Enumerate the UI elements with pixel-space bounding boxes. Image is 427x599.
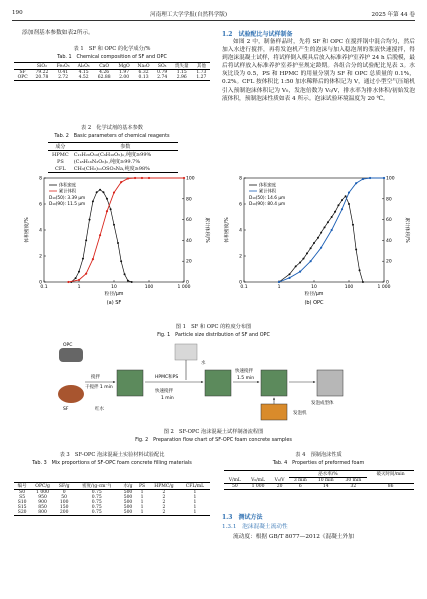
data-point-cumulative — [310, 260, 312, 262]
table-cell: 0.75 — [91, 495, 102, 500]
data-point-cumulative — [369, 177, 371, 179]
table-header-cell: 其他 — [196, 64, 206, 69]
foam-generator-image — [261, 404, 287, 420]
data-point-cumulative — [341, 208, 343, 210]
x-tick-label: 0.1 — [240, 285, 248, 290]
data-point-density — [359, 269, 361, 271]
table-header-cell: 10 min — [317, 478, 334, 483]
table-row — [14, 510, 210, 516]
table-cell: 1 — [140, 505, 144, 510]
table-cell: 2 — [162, 505, 166, 510]
data-point-density — [106, 198, 108, 200]
mixer-1-image — [117, 370, 143, 396]
data-point-cumulative — [299, 271, 301, 273]
table-cell: 20 — [276, 484, 283, 489]
table-cell: 1 — [193, 500, 197, 505]
y-tick-label-right: 20 — [386, 259, 392, 265]
table-header-cell: 3 min — [293, 478, 307, 483]
section-1-3-text: 流动度：根据 GB/T 8077—2012《混凝土外加 — [233, 534, 354, 540]
annotation-d90: D₁₀(90): 80.4 μm — [249, 202, 286, 207]
data-point-density — [75, 277, 77, 279]
table-header-cell: SF/g — [58, 483, 70, 489]
flow-label: 1 min — [161, 396, 174, 401]
data-point-density — [89, 219, 91, 221]
intro-text: 添加剂基本参数如表2所示。 — [22, 30, 94, 36]
data-point-cumulative — [148, 177, 150, 179]
water-jar-image — [175, 344, 197, 360]
table-cell: 1.97 — [119, 70, 130, 75]
data-point-cumulative — [134, 177, 136, 179]
y-axis-label-right: 累计体积/% — [204, 217, 209, 243]
table-row — [224, 484, 414, 490]
table-cell: 1 — [193, 495, 197, 500]
data-point-density — [117, 242, 119, 244]
y-tick-label-right: 100 — [186, 176, 195, 182]
table-cell: S10 — [17, 500, 27, 505]
table-cell: 500 — [123, 495, 133, 500]
table-header-cell: OPC/g — [35, 483, 50, 489]
mixer-3-image — [261, 370, 287, 396]
y-tick-label-right: 40 — [386, 238, 392, 244]
data-point-cumulative — [348, 191, 350, 193]
table-cell: CFL — [55, 165, 66, 172]
legend-label-cumulative: 累计体积 — [259, 189, 277, 195]
table-cell: 0.79 — [157, 70, 168, 75]
data-point-density — [85, 239, 87, 241]
table-header-cell: Na₂O — [137, 63, 150, 69]
table-cell: 2.74 — [157, 75, 168, 80]
data-point-cumulative — [92, 258, 94, 260]
y-tick-label-left: 4 — [239, 228, 242, 234]
data-point-density — [345, 195, 347, 197]
y-tick-label-left: 0 — [239, 280, 242, 286]
y-tick-label-right: 60 — [186, 218, 192, 224]
page-number: 190 — [12, 10, 23, 16]
flow-label: 快速搅拌 — [155, 389, 173, 394]
table-cell: 1 000 — [251, 484, 265, 489]
table-cell: 0.75 — [91, 510, 102, 515]
table-header-cell: 密度/(g·cm⁻³) — [82, 484, 112, 489]
table-header-cell: CFL/mL — [185, 483, 205, 489]
y-axis-label-left: 体积密度/% — [25, 217, 30, 243]
table-cell: 2 — [162, 490, 166, 495]
table-row — [48, 151, 178, 159]
table-cell: 79.22 — [35, 70, 49, 75]
table-cell: 800 — [38, 510, 47, 515]
y-axis-label-left: 体积密度/% — [225, 217, 230, 243]
table-cell: 850 — [38, 505, 47, 510]
data-point-cumulative — [183, 177, 185, 179]
y-tick-label-right: 80 — [186, 197, 192, 203]
flow-label: SF — [63, 407, 69, 412]
table-cell: 1.27 — [196, 75, 207, 80]
x-axis-label: 粒径/μm — [304, 292, 324, 297]
data-point-density — [124, 273, 126, 275]
data-point-density — [324, 226, 326, 228]
journal-title: 河南理工大学学报(自然科学版) — [150, 12, 228, 18]
table3-title-cn: 表 3 SF-OPC 泡沫混凝土实验材料试验配比 — [59, 452, 165, 458]
header-rule — [12, 20, 415, 21]
table-cell: 100 — [59, 500, 69, 505]
legend-label-density: 体积密度 — [59, 183, 77, 189]
table-header-cell: 破灭时间/min — [376, 472, 405, 478]
table-cell: 2 — [162, 495, 166, 500]
table2-header-row — [48, 143, 178, 151]
chart-subcaption: (b) OPC — [304, 300, 324, 306]
table4-title-cn: 表 4 预制泡沫性质 — [295, 452, 342, 458]
data-point-density — [306, 252, 308, 254]
table2-title-cn: 表 2 化学试剂的基本参数 — [80, 125, 143, 131]
data-point-density — [96, 191, 98, 193]
table-header-cell: V/mL — [228, 477, 241, 483]
table-cell: 2 — [162, 510, 166, 515]
table-cell: 500 — [123, 500, 133, 505]
annotation-d50: D₁₀(50): 3.39 μm — [49, 196, 86, 201]
table-cell: 1 — [193, 505, 197, 510]
table-header-cell: SiO₂ — [36, 63, 47, 69]
table-cell: 4.26 — [99, 70, 110, 75]
flow-label: 水 — [201, 361, 206, 366]
data-point-cumulative — [288, 277, 290, 279]
table-header-cell: MgO — [118, 63, 130, 69]
table-cell: 150 — [59, 505, 69, 510]
table-cell: 50 — [232, 484, 238, 489]
table-header-cell — [224, 471, 289, 478]
x-axis-label: 粒径/μm — [104, 292, 124, 297]
table-cell: 32 — [350, 484, 357, 489]
data-point-density — [355, 249, 357, 251]
x-tick-label: 100 — [344, 285, 354, 290]
data-point-cumulative — [331, 229, 333, 231]
data-point-density — [295, 265, 297, 267]
data-point-density — [348, 203, 350, 205]
table1-header-row — [14, 63, 210, 70]
year-volume: 2025 年第 44 卷 — [371, 12, 415, 18]
table-header-cell: V₀/V — [274, 477, 285, 483]
data-point-cumulative — [362, 178, 364, 180]
y-tick-label-left: 0 — [39, 280, 42, 286]
table-cell: OPC — [17, 75, 28, 80]
x-tick-label: 1 — [277, 285, 281, 290]
legend-label-density: 体积密度 — [259, 183, 277, 189]
table-cell: SF — [19, 70, 26, 75]
data-point-density — [78, 271, 80, 273]
subsection-heading-1-3-1: 1.3.1 泡沫混凝土流动性 — [222, 524, 288, 530]
table-cell: 20.78 — [35, 75, 49, 80]
y-tick-label-left: 2 — [239, 254, 242, 260]
table-header-cell: Al₂O₃ — [77, 63, 90, 69]
table-cell: S5 — [19, 495, 26, 500]
data-point-cumulative — [78, 279, 80, 281]
y-tick-label-right: 20 — [186, 259, 192, 265]
table-cell: 6.32 — [138, 70, 149, 75]
table-header-cell: 泌水率/% — [289, 471, 367, 478]
data-point-density — [310, 247, 312, 249]
data-point-density — [341, 199, 343, 201]
table-header-cell: Fe₂O₃ — [56, 63, 70, 69]
table-cell: 1.15 — [176, 70, 187, 75]
table1 — [14, 62, 210, 81]
data-point-cumulative — [320, 247, 322, 249]
table-header-cell: PS — [139, 483, 146, 489]
flow-label: 快速搅拌 — [235, 369, 253, 374]
opc-pile-image — [59, 348, 83, 362]
table-cell: 0.75 — [91, 490, 102, 495]
section-heading-1-2: 1.2 试验配比与试样制备 — [222, 31, 293, 38]
fig1-caption-cn: 图 1 SF 和 OPC 的粒度分布图 — [175, 324, 252, 330]
table-cell: 0.13 — [138, 75, 149, 80]
data-point-density — [127, 280, 129, 282]
table-cell: 1 — [193, 490, 197, 495]
table-cell: 2.72 — [58, 75, 69, 80]
table-cell: 1 — [140, 500, 144, 505]
table-cell: 0.75 — [91, 500, 102, 505]
data-point-density — [352, 224, 354, 226]
data-point-density — [131, 281, 133, 283]
table-header-cell: CaO — [99, 63, 110, 69]
data-point-cumulative — [99, 234, 101, 236]
data-point-cumulative — [383, 177, 385, 179]
data-point-cumulative — [127, 177, 129, 179]
x-tick-label: 1 000 — [377, 285, 391, 290]
y-tick-label-right: 100 — [386, 176, 395, 182]
flow-label: 干搅拌 1 min — [85, 385, 113, 390]
table-cell: 500 — [123, 505, 133, 510]
data-point-density — [299, 262, 301, 264]
table-header-cell: 烧失量 — [175, 64, 189, 69]
table-cell: 4.52 — [78, 75, 89, 80]
table3-header-row — [14, 483, 210, 490]
table-cell: 86 — [387, 484, 394, 489]
table-cell: 1.73 — [196, 70, 207, 75]
data-point-density — [120, 260, 122, 262]
table1-title-en: Tab. 1 Chemical composition of SF and OPC — [57, 54, 167, 60]
flow-chart — [55, 342, 375, 422]
table-cell: S20 — [17, 510, 27, 515]
flow-label: 发泡机 — [293, 411, 307, 416]
table-header-cell: 编号 — [17, 484, 27, 489]
data-point-cumulative — [278, 281, 280, 283]
chart-sf — [22, 170, 212, 310]
table3-title-en: Tab. 3 Mix proportions of SF-OPC foam concrete filling materials — [32, 460, 192, 466]
data-point-density — [317, 237, 319, 239]
y-tick-label-left: 2 — [39, 254, 42, 260]
fig1-caption-en: Fig. 1 Particle size distribution of SF and OPC — [157, 332, 270, 338]
flow-label: 发泡成型体 — [311, 401, 334, 406]
table-cell: 1 — [140, 490, 144, 495]
data-point-density — [362, 281, 364, 283]
table-header-cell: HPMC/g — [154, 483, 174, 489]
series-line-density — [279, 196, 363, 282]
data-point-density — [313, 242, 315, 244]
table-cell: HPMC — [52, 151, 69, 158]
x-tick-label: 10 — [311, 285, 317, 290]
data-point-cumulative — [67, 281, 69, 283]
annotation-d90: D₁₀(90): 11.5 μm — [49, 202, 86, 207]
x-tick-label: 10 — [111, 285, 117, 290]
table1-title-cn: 表 1 SF 和 OPC 的化学成分/% — [73, 46, 151, 52]
flow-label: HPMC和PS — [155, 375, 179, 380]
data-point-density — [331, 216, 333, 218]
table-header-cell: 30 min — [345, 478, 362, 483]
table-cell: 2 — [162, 500, 166, 505]
data-point-density — [99, 189, 101, 191]
table-cell: PS — [56, 158, 64, 165]
table-cell: 2.96 — [176, 75, 187, 80]
table-cell: (C₁₈H₁₆N₂O₆)ₙ,纯度≥99.7% — [73, 159, 141, 165]
legend-label-cumulative: 累计体积 — [59, 189, 77, 195]
data-point-density — [113, 224, 115, 226]
data-point-cumulative — [120, 181, 122, 183]
mixer-2-image — [205, 370, 231, 396]
y-tick-label-left: 8 — [239, 176, 242, 182]
data-point-density — [327, 221, 329, 223]
table-cell: 900 — [38, 500, 47, 505]
x-tick-label: 1 — [77, 285, 81, 290]
table3 — [14, 482, 210, 516]
table-cell: S15 — [17, 505, 27, 510]
table-header-cell: 参数 — [120, 144, 131, 150]
flow-label: 搅拌 — [91, 375, 100, 380]
table-cell: 500 — [123, 510, 133, 515]
table-header-cell — [14, 63, 31, 70]
data-point-cumulative — [85, 273, 87, 275]
x-tick-label: 100 — [144, 285, 154, 290]
data-point-density — [289, 273, 291, 275]
table-cell: 200 — [59, 510, 69, 515]
y-tick-label-left: 6 — [239, 202, 242, 208]
table-cell: CH₃(CH₂)₁₁OSO₃Na,纯度≥98% — [73, 166, 150, 172]
table-cell: 0.41 — [58, 70, 69, 75]
chart-subcaption: (a) SF — [106, 300, 122, 306]
data-point-cumulative — [113, 191, 115, 193]
y-tick-label-right: 80 — [386, 197, 392, 203]
table-cell: 2.00 — [119, 75, 130, 80]
data-point-density — [302, 258, 304, 260]
table4-title-en: Tab. 4 Properties of preformed foam — [272, 460, 365, 466]
table2-title-en: Tab. 2 Basic parameters of chemical reagents — [54, 133, 170, 139]
data-point-cumulative — [141, 177, 143, 179]
section-heading-1-3: 1.3 测试方法 — [222, 514, 263, 521]
y-tick-label-left: 8 — [39, 176, 42, 182]
table-cell: S0 — [19, 490, 26, 495]
sf-pile-image — [58, 385, 84, 403]
table-cell: 6 — [298, 484, 302, 489]
x-tick-label: 0.1 — [40, 285, 48, 290]
table-cell: 50 — [61, 495, 68, 500]
data-point-density — [102, 191, 104, 193]
table-cell: 1 — [140, 495, 144, 500]
table-cell: 62.88 — [97, 75, 111, 80]
table-header-cell: SO₃ — [157, 63, 167, 69]
flow-label: 1.5 min — [237, 376, 255, 381]
fig2-caption-cn: 图 2 SF-OPC 泡沫混凝土试样制备流程图 — [163, 429, 264, 435]
y-tick-label-right: 0 — [386, 280, 389, 286]
foamed-specimen-image — [317, 370, 343, 396]
table-cell: 500 — [123, 490, 133, 495]
data-point-density — [110, 208, 112, 210]
table-cell: 950 — [38, 495, 47, 500]
y-tick-label-left: 4 — [39, 228, 42, 234]
table-header-cell: V₀/mL — [251, 477, 265, 483]
data-point-density — [82, 258, 84, 260]
table-cell: 0 — [62, 490, 66, 495]
table2 — [48, 142, 178, 173]
flow-label: 红水 — [95, 407, 104, 412]
table-cell: C₁₂H₂₀O₁₀(C₆H₁₀O₅)ₙ,纯度≥99% — [73, 152, 152, 158]
table-cell: 4.15 — [78, 70, 89, 75]
annotation-d50: D₁₀(50): 14.6 μm — [249, 196, 286, 201]
y-tick-label-left: 6 — [39, 202, 42, 208]
series-line-cumulative — [69, 178, 185, 282]
data-point-cumulative — [106, 210, 108, 212]
table-header-cell: 水/g — [123, 484, 133, 489]
x-tick-label: 1 000 — [177, 285, 191, 290]
data-point-density — [92, 200, 94, 202]
chart-opc — [222, 170, 412, 310]
table-cell: 0.75 — [91, 505, 102, 510]
table4-group-row — [224, 471, 414, 478]
data-point-density — [320, 232, 322, 234]
table-cell: 1 000 — [36, 490, 49, 495]
data-point-density — [337, 204, 339, 206]
data-point-cumulative — [355, 182, 357, 184]
fig2-caption-en: Fig. 2 Preparation flow chart of SF-OPC foam concrete samples — [135, 437, 292, 443]
y-axis-label-right: 累计体积/% — [404, 217, 409, 243]
data-point-density — [334, 211, 336, 213]
y-tick-label-right: 0 — [186, 280, 189, 286]
y-tick-label-right: 40 — [186, 238, 192, 244]
table-cell: 1 — [140, 510, 144, 515]
table-row — [14, 75, 210, 81]
table-header-cell: 成分 — [55, 144, 66, 150]
flow-label: OPC — [63, 343, 73, 348]
section-1-2-paragraph: 如图 2 中，制备样品时，先将 SF 和 OPC 在搅拌锅中混合均匀，然后加入水进行搅拌，再将发泡机产生的泡沫与加入稳泡剂的浆液快速搅拌，得到泡沫混凝土试样，将试样倒入模具后放入标准养护室养护 24 h 后脱模，最后将试样放入标准养护室养护至规定龄期。各组合分的试验配比见表 3。水灰比设为 0.5，PS 和 HPMC 的用量分别为 SF 和 OPC 总质量的 0.1%，0.2%。CFL 按体积比 1:50 加水稀释后的体积记为 V，通过小型空气压缩机引入预制泡沫体积记为 V₀，发泡倍数为 V₀/V，排水率为排水体积/初始发泡液体积，预制泡沫性质如表 4 所示。泡沫试验环境温度为 20 ℃。 — [222, 39, 415, 102]
y-tick-label-right: 60 — [386, 218, 392, 224]
table-row — [48, 158, 178, 165]
table-cell: 1 — [193, 510, 197, 515]
table-cell: 14 — [322, 484, 329, 489]
table4 — [224, 470, 414, 490]
